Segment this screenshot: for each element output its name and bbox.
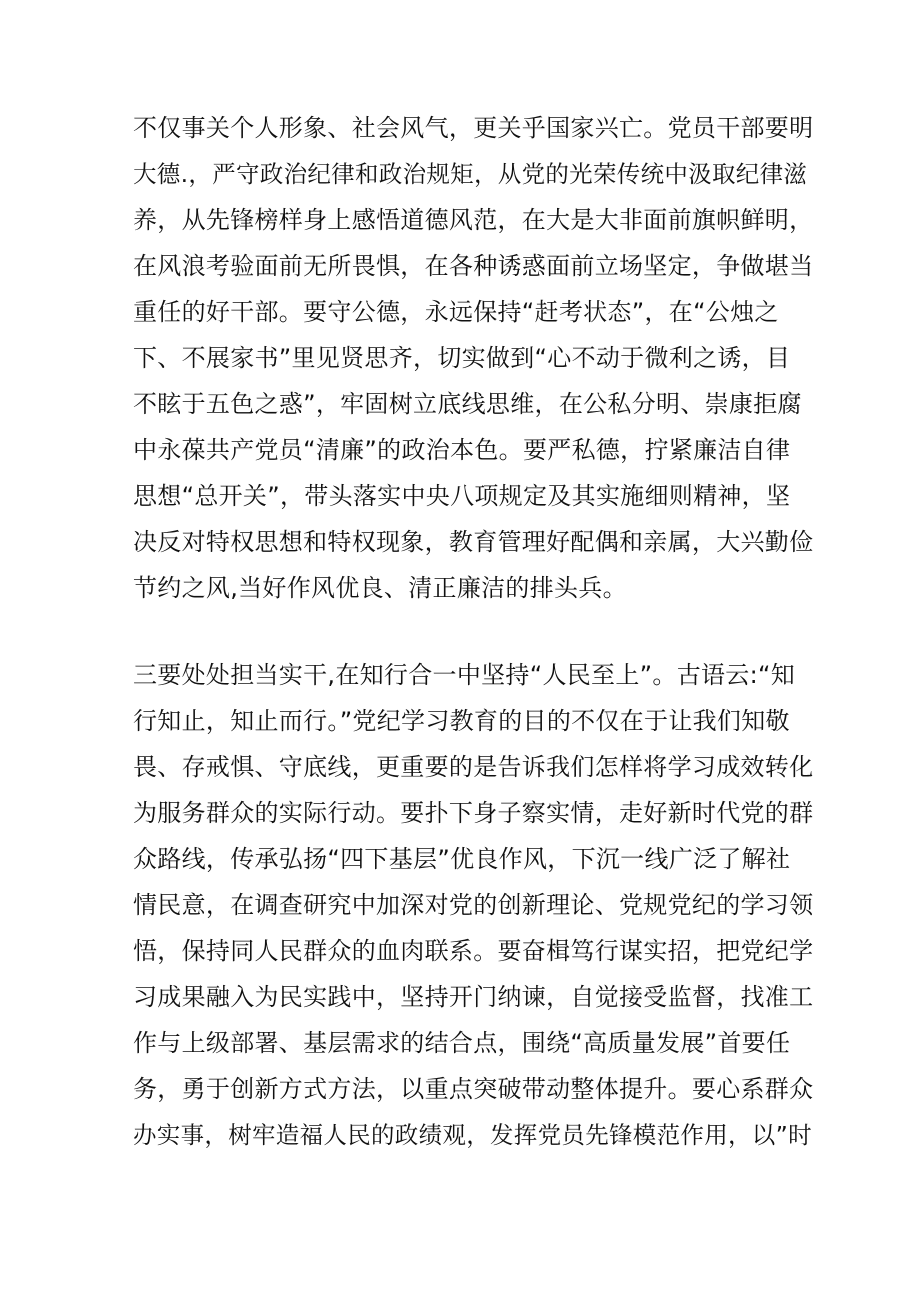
text-line: 习成果融入为民实践中，坚持开门纳谏，自觉接受监督，找准工 (133, 983, 814, 1011)
text-line: 众路线，传承弘扬“四下基层”优良作风，下沉一线广泛了解社 (133, 845, 791, 873)
text-line: 重任的好干部。要守公德，永远保持“赶考状态”，在“公烛之 (133, 298, 779, 326)
text-line: 养，从先锋榜样身上感悟道德风范，在大是大非面前旗帜鲜明， (133, 206, 814, 234)
text-line: 节约之风,当好作风优良、清正廉洁的排头兵。 (133, 574, 627, 602)
text-line: 大德.，严守政治纪律和政治规矩，从党的光荣传统中汲取纪律滋 (133, 160, 808, 188)
text-line: 作与上级部署、基层需求的结合点，围绕“高质量发展”首要任 (133, 1029, 791, 1057)
text-line: 三要处处担当实干,在知行合一中坚持“人民至上”。古语云:“知 (133, 661, 796, 689)
text-line: 畏、存戒惧、守底线，更重要的是告诉我们怎样将学习成效转化 (133, 753, 814, 781)
text-line: 思想“总开关”，带头落实中央八项规定及其实施细则精神，坚 (133, 482, 791, 510)
paragraph-1 (133, 105, 813, 611)
text-line: 行知止，知止而行。”党纪学习教育的目的不仅在于让我们知敬 (133, 707, 790, 735)
text-line: 不仅事关个人形象、社会风气，更关乎国家兴亡。党员干部要明 (133, 114, 814, 142)
text-line: 在风浪考验面前无所畏惧，在各种诱惑面前立场坚定，争做堪当 (133, 252, 814, 280)
paragraph-2 (133, 652, 813, 1158)
text-line: 中永葆共产党员“清廉”的政治本色。要严私德，拧紧廉洁自律 (133, 436, 791, 464)
text-line: 办实事，树牢造福人民的政绩观，发挥党员先锋模范作用，以”时 (133, 1121, 812, 1149)
text-line: 下、不展家书”里见贤思齐，切实做到“心不动于微利之诱，目 (133, 344, 791, 372)
text-line: 为服务群众的实际行动。要扑下身子察实情，走好新时代党的群 (133, 799, 814, 827)
text-line: 悟，保持同人民群众的血肉联系。要奋楫笃行谋实招，把党纪学 (133, 937, 814, 965)
text-line: 情民意，在调查研究中加深对党的创新理论、党规党纪的学习领 (133, 891, 814, 919)
text-line: 务，勇于创新方式方法，以重点突破带动整体提升。要心系群众 (133, 1075, 814, 1103)
text-line: 不眩于五色之惑”，牢固树立底线思维，在公私分明、崇康拒腐 (133, 390, 802, 418)
text-line: 决反对特权思想和特权现象，教育管理好配偶和亲属，大兴勤俭 (133, 528, 814, 556)
